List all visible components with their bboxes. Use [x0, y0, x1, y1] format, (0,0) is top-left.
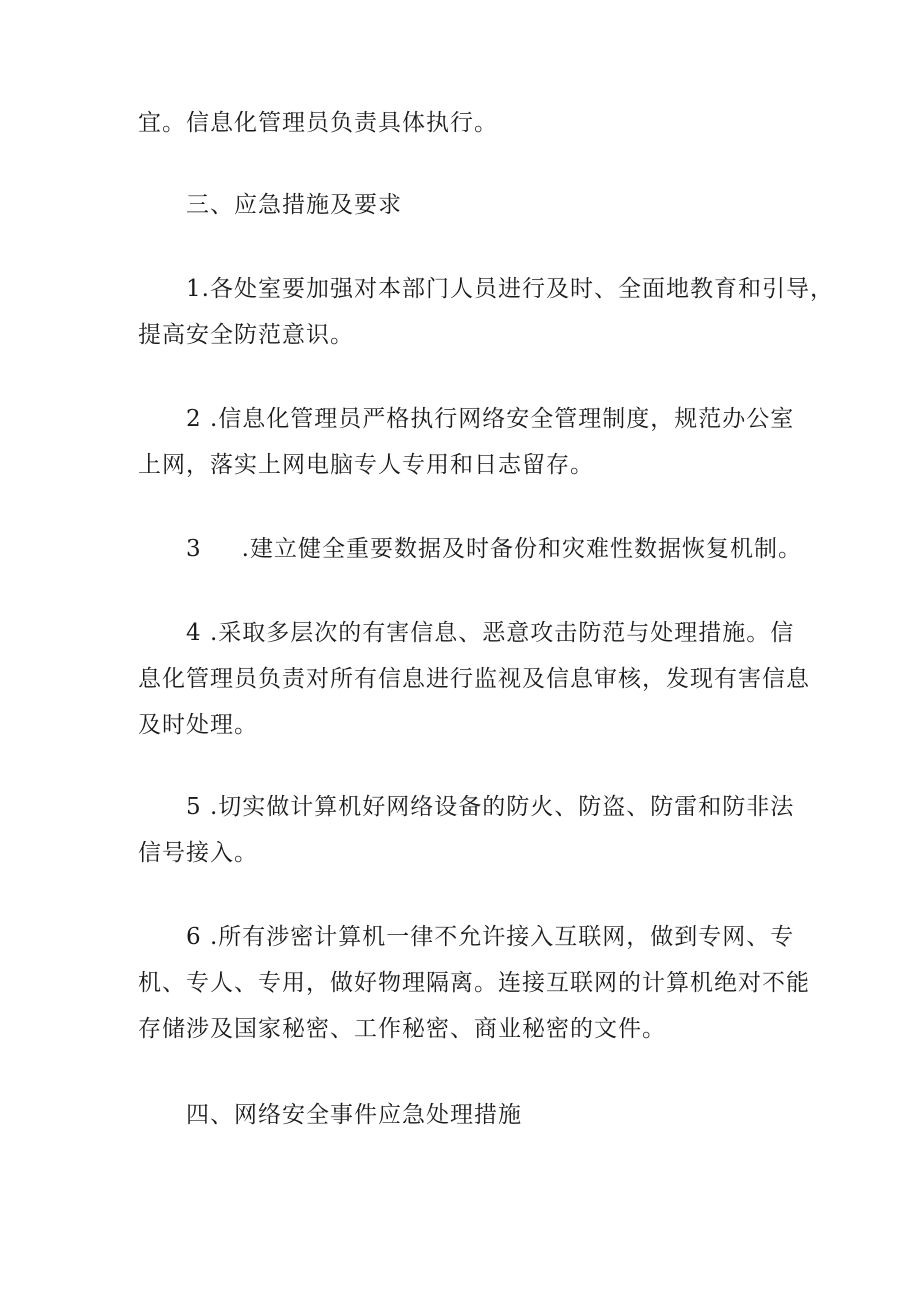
list-item-5: [138, 784, 795, 876]
list-item-6: [138, 914, 810, 1052]
paragraph-line: 上网，落实上网电脑专人专用和日志留存。: [138, 452, 594, 478]
paragraph-line: 6 .所有涉密计算机一律不允许接入互联网，做到专网、专: [186, 924, 795, 950]
section-heading-4: [138, 1092, 788, 1138]
paragraph-line: 机、专人、专用，做好物理隔离。连接互联网的计算机绝对不能: [138, 970, 810, 996]
paragraph-line: 息化管理员负责对所有信息进行监视及信息审核，发现有害信息: [138, 666, 810, 692]
paragraph-line: 4 .采取多层次的有害信息、恶意攻击防范与处理措施。信: [186, 620, 795, 646]
paragraph-line: 5 .切实做计算机好网络设备的防火、防盗、防雷和防非法: [186, 794, 795, 820]
paragraph-continuation: [138, 100, 788, 146]
heading-text: 四、网络安全事件应急处理措施: [186, 1102, 522, 1128]
paragraph-line: 2 .信息化管理员严格执行网络安全管理制度，规范办公室: [186, 406, 795, 432]
paragraph-line: 1.各处室要加强对本部门人员进行及时、全面地教育和引导，: [186, 276, 834, 302]
paragraph-line: 信号接入。: [138, 840, 258, 866]
item-number: 3: [186, 536, 202, 562]
paragraph-line: [138, 526, 802, 572]
list-item-4: [138, 610, 810, 748]
paragraph-line: 宜。信息化管理员负责具体执行。: [138, 110, 498, 136]
paragraph-line: 存储涉及国家秘密、工作秘密、商业秘密的文件。: [138, 1016, 666, 1042]
list-item-1: [138, 266, 834, 358]
item-text: .建立健全重要数据及时备份和灾难性数据恢复机制。: [241, 536, 802, 562]
section-heading-3: [138, 182, 788, 228]
list-item-3: [138, 526, 802, 572]
paragraph-line: 提高安全防范意识。: [138, 322, 354, 348]
list-item-2: [138, 396, 795, 488]
paragraph-line: 及时处理。: [138, 712, 258, 738]
heading-text: 三、应急措施及要求: [186, 192, 402, 218]
